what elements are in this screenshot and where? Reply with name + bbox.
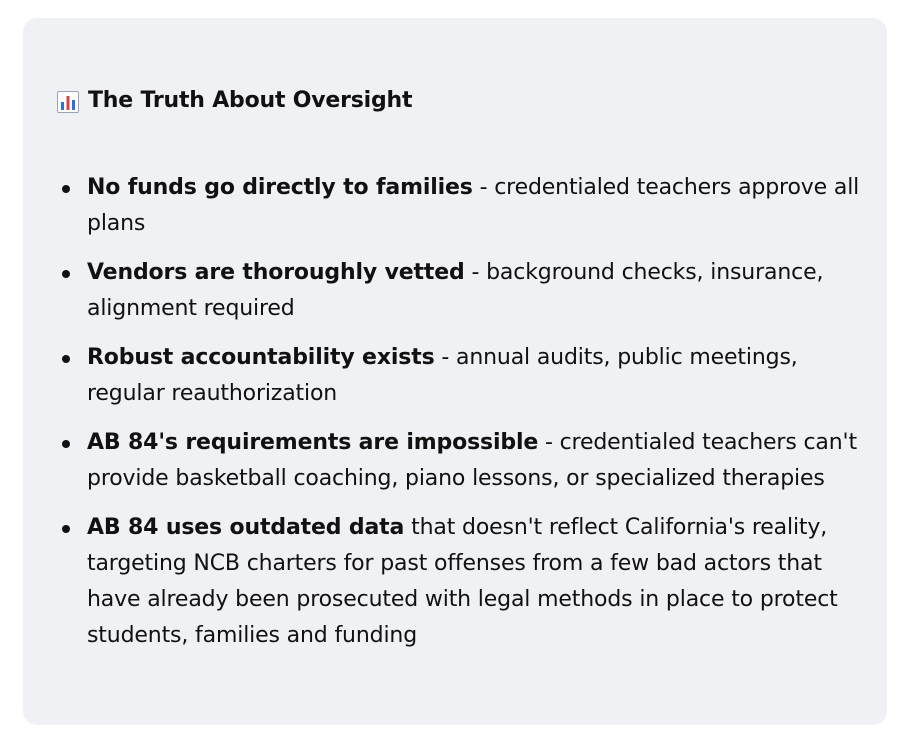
item-bold-text: AB 84 uses outdated data [87, 515, 405, 540]
list-item [87, 510, 867, 654]
item-text: - annual audits, public meetings, regular reauthorization [87, 345, 798, 406]
item-text: - credentialed teachers can't provide basketball coaching, piano lessons, or specialized therapies [87, 430, 857, 491]
item-text: - background checks, insurance, alignment required [87, 260, 824, 321]
oversight-list [87, 170, 867, 667]
item-bold-text: No funds go directly to families [87, 175, 473, 200]
heading-text: The Truth About Oversight [88, 88, 413, 113]
item-text: that doesn't reflect California's reality, targeting NCB charters for past offenses from a few bad actors that have already been prosecuted with legal methods in place to protect students, families and funding [87, 515, 838, 648]
card-heading [57, 88, 412, 114]
list-item [87, 340, 867, 412]
list-item [87, 255, 867, 327]
item-text: - credentialed teachers approve all plans [87, 175, 860, 236]
list-item [87, 425, 867, 497]
item-bold-text: AB 84's requirements are impossible [87, 430, 539, 455]
item-bold-text: Vendors are thoroughly vetted [87, 260, 465, 285]
list-item [87, 170, 867, 242]
item-bold-text: Robust accountability exists [87, 345, 435, 370]
bar-chart-icon [57, 91, 79, 113]
oversight-card [23, 18, 887, 725]
